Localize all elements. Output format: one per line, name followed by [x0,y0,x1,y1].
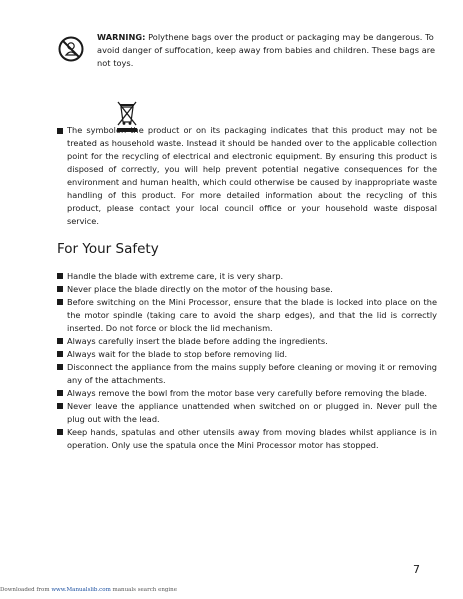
safety-item-text: Always carefully insert the blade before adding the ingredients. [67,336,328,346]
safety-item-text: Always remove the bowl from the motor base very carefully before removing the blade. [67,388,427,398]
weee-rest-line1: on the product or on its packaging indicates that this product [115,125,384,135]
safety-item [57,335,437,348]
bullet [57,273,63,279]
safety-item [57,296,437,335]
bullet [57,299,63,305]
safety-item [57,361,437,387]
footer-suffix: manuals search engine [110,587,177,593]
weee-body: may not be treated as household waste. Instead it should be handed over to the applicable collection point for the recycling of electrical and electronic equipment. By ensuring this product is disposed of correctly, you will help prevent potential negative consequences for the environment and human health, which could otherwise be caused by inappropriate waste handling of this product. For more detailed information about the recycling of this product, please contact your local council office or your household waste disposal service. [67,125,438,226]
safety-item [57,400,437,426]
bullet [57,286,63,292]
warning-paragraph [97,31,437,70]
safety-item-text: Never leave the appliance unattended when switched on or plugged in. Never pull the plug out with the lead. [67,401,437,424]
bullet [57,390,63,396]
warning-label: WARNING: [97,32,146,42]
weee-lead: The symbol [67,125,116,135]
no-bag-suffocation-icon [58,36,84,62]
weee-paragraph [67,124,437,228]
warning-text: Polythene bags over the product or packaging may be dangerous. To avoid danger of suffocation, keep away from babies and children. These bags are not toys. [97,32,436,68]
bullet [57,338,63,344]
safety-list [57,270,437,452]
weee-bullet [57,128,63,134]
bullet [57,364,63,370]
footer-link[interactable]: www.Manualslib.com [51,587,111,593]
bullet [57,351,63,357]
safety-item-text: Handle the blade with extreme care, it is very sharp. [67,271,284,281]
page-number: 7 [413,563,420,576]
safety-item [57,387,437,400]
download-footer [0,587,177,593]
safety-item-text: Before switching on the Mini Processor, ensure that the blade is locked into place on the the motor spindle (taking care to avoid the sharp edges), and that the lid is correctly inserted. Do not force or block the lid mechanism. [67,297,437,333]
footer-prefix: Downloaded from [0,587,52,593]
safety-item-text: Keep hands, spatulas and other utensils away from moving blades whilst appliance is in operation. Only use the spatula once the Mini Processor motor has stopped. [67,427,437,450]
safety-item-text: Never place the blade directly on the motor of the housing base. [67,284,333,294]
bullet [57,403,63,409]
safety-item [57,283,437,296]
safety-item [57,426,437,452]
safety-item [57,348,437,361]
bullet [57,429,63,435]
safety-item-text: Disconnect the appliance from the mains supply before cleaning or moving it or removing any of the attachments. [67,362,437,385]
safety-item-text: Always wait for the blade to stop before removing lid. [67,349,288,359]
safety-item [57,270,437,283]
safety-heading: For Your Safety [57,241,159,257]
